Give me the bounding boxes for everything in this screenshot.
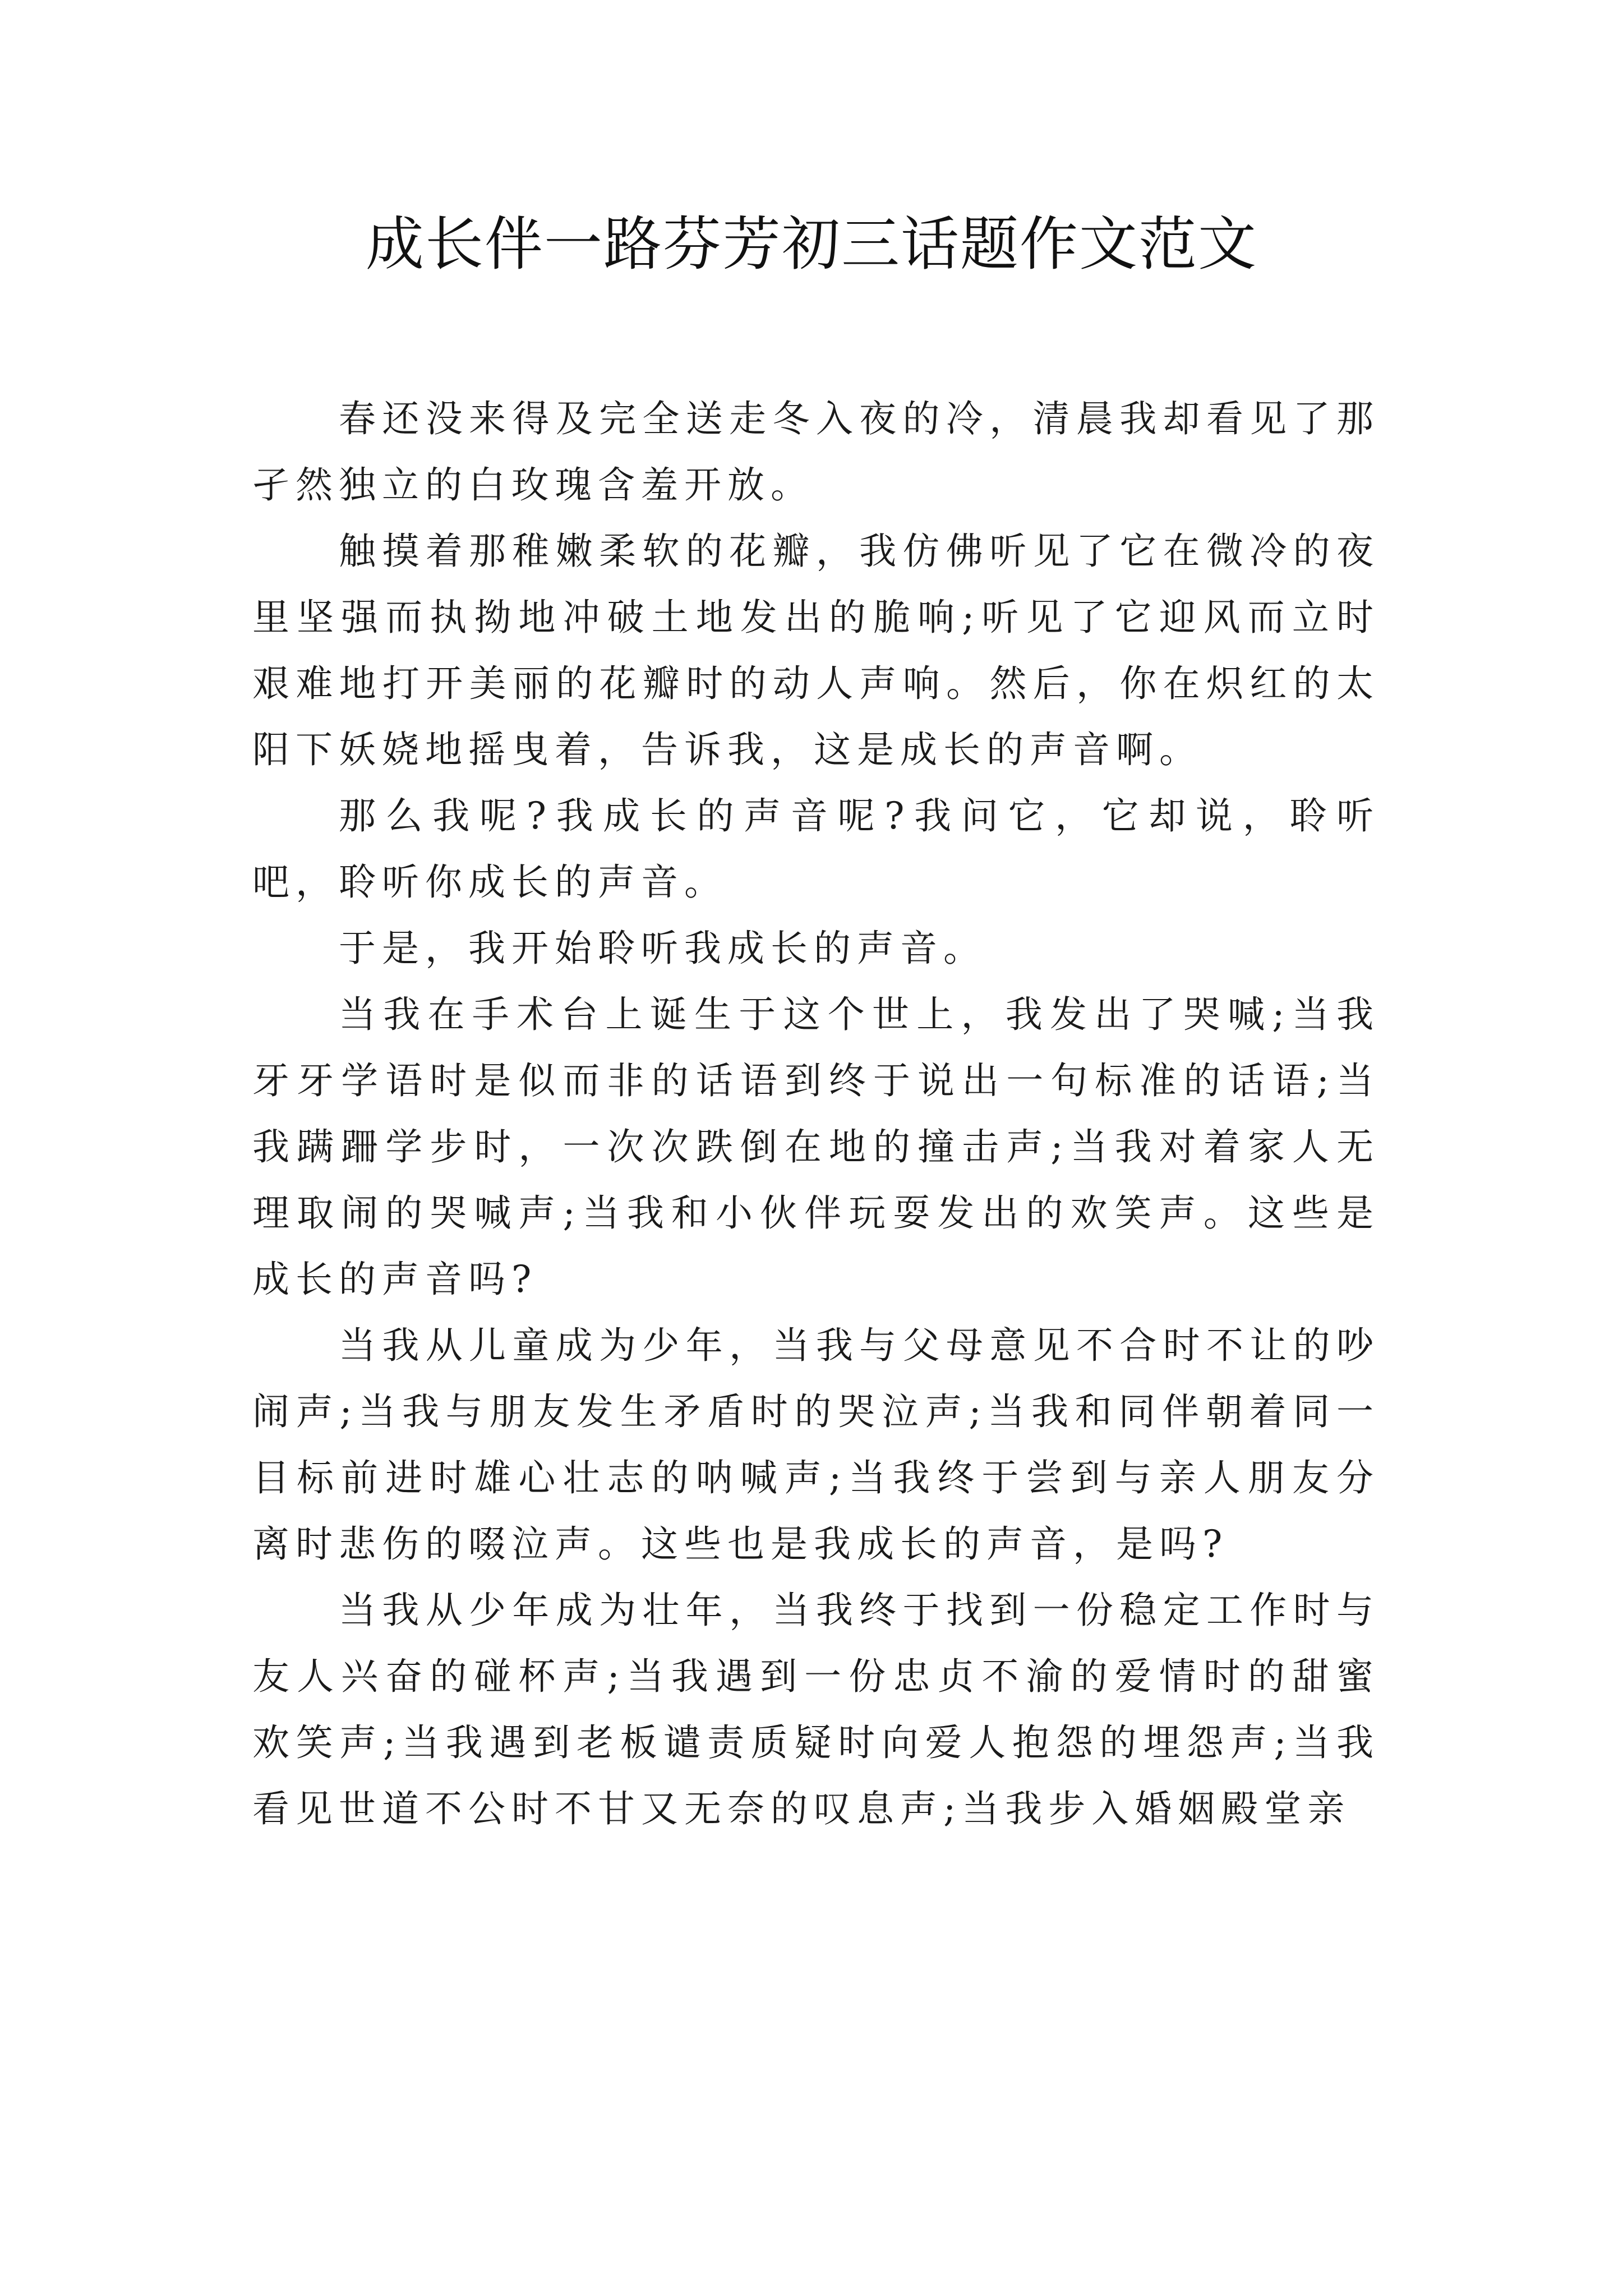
document-title: 成长伴一路芬芳初三话题作文范文 <box>365 210 1257 278</box>
document-body <box>252 386 1380 1842</box>
paragraph: 当我在手术台上诞生于这个世上，我发出了哭喊;当我牙牙学语时是似而非的话语到终于说出一句标准的话语;当我蹒跚学步时，一次次跌倒在地的撞击声;当我对着家人无理取闹的哭喊声;当我和小伙伴玩耍发出的欢笑声。这些是成长的声音吗? <box>252 993 1380 1301</box>
paragraph: 春还没来得及完全送走冬入夜的冷，清晨我却看见了那孑然独立的白玫瑰含羞开放。 <box>252 397 1380 507</box>
paragraph: 当我从少年成为壮年，当我终于找到一份稳定工作时与友人兴奋的碰杯声;当我遇到一份忠贞不渝的爱情时的甜蜜欢笑声;当我遇到老板谴责质疑时向爱人抱怨的埋怨声;当我看见世道不公时不甘又无奈的叹息声;当我步入婚姻殿堂亲 <box>252 1589 1380 1830</box>
paragraph: 当我从儿童成为少年，当我与父母意见不合时不让的吵闹声;当我与朋友发生矛盾时的哭泣声;当我和同伴朝着同一目标前进时雄心壮志的呐喊声;当我终于尝到与亲人朋友分离时悲伤的啜泣声。这些也是我成长的声音，是吗? <box>252 1324 1380 1566</box>
paragraph: 触摸着那稚嫩柔软的花瓣，我仿佛听见了它在微冷的夜里坚强而执拗地冲破土地发出的脆响;听见了它迎风而立时艰难地打开美丽的花瓣时的动人声响。然后，你在炽红的太阳下妖娆地摇曳着，告诉我，这是成长的声音啊。 <box>252 530 1380 771</box>
paragraph: 于是，我开始聆听我成长的声音。 <box>339 927 986 970</box>
paragraph: 那么我呢?我成长的声音呢?我问它，它却说，聆听吧，聆听你成长的声音。 <box>252 794 1380 904</box>
